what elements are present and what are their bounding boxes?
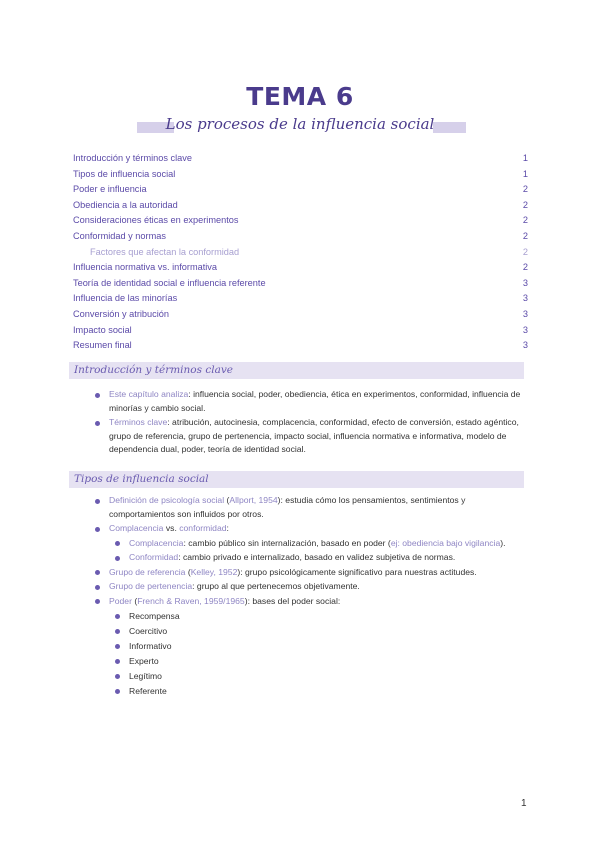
- item-text: : atribución, autocinesia, complacencia, conformidad, efecto de conversión, estado agéntico, grupo de referencia, grupo de pertenencia, impacto social, influencia normativa e informativa, modelo de dependencia dual, poder, teoría de identidad social.: [109, 417, 519, 454]
- toc-entry[interactable]: [73, 291, 528, 307]
- item-text: :: [226, 523, 229, 533]
- power-bases-list: [93, 609, 521, 699]
- types-list: [93, 494, 521, 699]
- list-item: [113, 624, 521, 639]
- section-heading-intro: Introducción y términos clave: [69, 362, 524, 379]
- item-text: : cambio público sin internalización, basado en poder (: [183, 537, 391, 548]
- item-key: Términos clave: [109, 417, 168, 427]
- power-base-label: Recompensa: [129, 611, 180, 621]
- item-key: conformidad: [179, 523, 227, 533]
- bullet-icon: [95, 393, 100, 398]
- toc-entry[interactable]: [73, 323, 528, 339]
- bullet-icon: [95, 421, 100, 426]
- item-key: Conformidad: [129, 552, 179, 562]
- list-item: [93, 595, 521, 609]
- list-item: [113, 537, 521, 551]
- list-item: [93, 566, 521, 580]
- bullet-icon: [95, 527, 100, 532]
- toc-entry-label: Teoría de identidad social e influencia referente: [73, 277, 266, 288]
- item-key: Este capítulo analiza: [109, 389, 189, 399]
- item-key: Definición de psicología social: [109, 495, 225, 505]
- page-number: 1: [521, 798, 527, 809]
- bullet-icon: [95, 570, 100, 575]
- toc-entry-page: 3: [522, 277, 528, 288]
- table-of-contents: [73, 151, 528, 354]
- list-item: [93, 522, 521, 536]
- list-item: [113, 551, 521, 565]
- item-key: Complacencia: [109, 523, 164, 533]
- bullet-icon: [115, 689, 120, 694]
- item-text: : influencia social, poder, obediencia, ética en experimentos, conformidad, influencia de minorías y cambio social.: [109, 389, 521, 413]
- item-text: : cambio privado e internalizado, basado en validez subjetiva de normas.: [178, 552, 456, 562]
- toc-entry-page: 1: [522, 153, 528, 163]
- bullet-icon: [95, 599, 100, 604]
- power-base-label: Experto: [129, 656, 159, 666]
- toc-entry-page: 3: [522, 308, 528, 319]
- bullet-icon: [115, 629, 120, 634]
- toc-entry-page: 3: [522, 340, 528, 351]
- list-item: [93, 388, 521, 415]
- item-text: : estudia cómo los pensamientos, sentimientos y comportamientos son influidos por otros.: [109, 495, 466, 519]
- toc-entry-label: Impacto social: [73, 324, 132, 335]
- page-subtitle: Los procesos de la influencia social: [165, 115, 435, 133]
- toc-entry-label: Tipos de influencia social: [73, 168, 176, 179]
- toc-entry[interactable]: [73, 151, 528, 167]
- toc-entry-page: 2: [522, 246, 528, 257]
- toc-entry[interactable]: [73, 276, 528, 292]
- section-heading-types: Tipos de influencia social: [69, 471, 524, 488]
- list-item: [93, 416, 521, 457]
- toc-entry-label: Consideraciones éticas en experimentos: [73, 215, 239, 226]
- item-key: Grupo de pertenencia: [109, 581, 193, 591]
- page-title: TEMA 6: [246, 82, 354, 111]
- toc-entry-label: Influencia normativa vs. informativa: [73, 262, 217, 273]
- toc-entry[interactable]: [73, 338, 528, 354]
- toc-entry[interactable]: [73, 213, 528, 229]
- list-item: [113, 684, 521, 699]
- toc-entry-label: Conformidad y normas: [73, 230, 166, 241]
- paren: ): [237, 566, 241, 577]
- power-base-label: Legítimo: [129, 671, 162, 681]
- example: ej: obediencia bajo vigilancia: [390, 537, 501, 548]
- power-base-label: Informativo: [129, 641, 172, 651]
- item-text: : bases del poder social:: [247, 595, 341, 606]
- item-text: : grupo al que pertenecemos objetivamente.: [192, 581, 360, 591]
- toc-entry-page: 3: [522, 293, 528, 304]
- paren: ): [244, 595, 248, 606]
- toc-entry-label: Poder e influencia: [73, 184, 147, 195]
- bullet-icon: [115, 659, 120, 664]
- toc-entry-label: Factores que afectan la conformidad: [90, 246, 240, 257]
- toc-entry[interactable]: [73, 182, 528, 198]
- paren: (: [185, 566, 191, 577]
- toc-entry-label: Resumen final: [73, 340, 132, 351]
- item-key: Complacencia: [129, 537, 184, 548]
- toc-entry-page: 3: [522, 324, 528, 335]
- bullet-icon: [115, 541, 120, 546]
- bullet-icon: [95, 585, 100, 590]
- list-item: [93, 494, 521, 521]
- bullet-icon: [95, 499, 100, 504]
- item-text: : grupo psicológicamente significativo para nuestras actitudes.: [240, 566, 477, 577]
- paren: (: [131, 595, 138, 606]
- list-item: [93, 580, 521, 594]
- toc-entry-label: Influencia de las minorías: [73, 293, 178, 304]
- toc-entry[interactable]: [73, 307, 528, 323]
- toc-entry-page: 1: [522, 168, 528, 179]
- list-item: [113, 654, 521, 669]
- paren: (: [224, 495, 230, 505]
- bullet-icon: [115, 556, 120, 561]
- toc-entry-page: 2: [522, 199, 528, 210]
- toc-entry[interactable]: [73, 229, 528, 245]
- list-item: [113, 609, 521, 624]
- list-item: [113, 639, 521, 654]
- toc-entry[interactable]: [73, 167, 528, 183]
- toc-entry-page: 2: [522, 184, 528, 195]
- toc-entry-page: 2: [522, 215, 528, 226]
- citation: Kelley, 1952: [190, 566, 238, 577]
- toc-entry[interactable]: [73, 245, 528, 261]
- item-key: Poder: [109, 595, 132, 606]
- power-base-label: Referente: [129, 686, 167, 696]
- bullet-icon: [115, 674, 120, 679]
- bullet-icon: [115, 644, 120, 649]
- paren: ).: [500, 537, 506, 548]
- citation: Allport, 1954: [229, 495, 278, 505]
- toc-entry[interactable]: [73, 198, 528, 214]
- item-key: Grupo de referencia: [109, 566, 186, 577]
- list-item: [113, 669, 521, 684]
- toc-entry[interactable]: [73, 260, 528, 276]
- toc-entry-label: Conversión y atribución: [73, 308, 170, 319]
- toc-entry-label: Introducción y términos clave: [73, 153, 192, 163]
- power-base-label: Coercitivo: [129, 626, 168, 636]
- toc-entry-page: 2: [522, 230, 528, 241]
- citation: French & Raven, 1959/1965: [137, 595, 245, 606]
- item-text: vs.: [163, 523, 180, 533]
- toc-entry-page: 2: [522, 262, 528, 273]
- intro-list: [93, 388, 521, 458]
- toc-entry-label: Obediencia a la autoridad: [73, 199, 178, 210]
- paren: ): [277, 495, 281, 505]
- subtitle-banner: [0, 115, 600, 137]
- bullet-icon: [115, 614, 120, 619]
